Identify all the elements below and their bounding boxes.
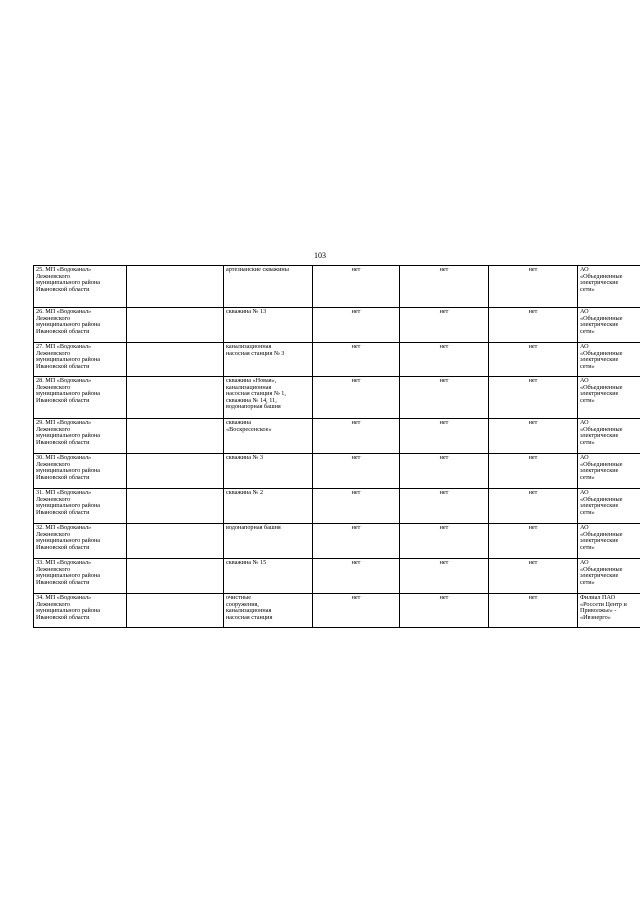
organization-cell-line: муниципального района: [36, 607, 101, 615]
value-cell: нет: [313, 454, 400, 489]
object-cell: [224, 343, 313, 377]
supplier-cell-line: Филиал ПАО: [580, 594, 616, 601]
value-cell: нет: [313, 524, 400, 559]
value-cell: нет: [313, 266, 400, 308]
object-cell-line: канализационная: [226, 343, 272, 350]
data-table: [33, 265, 640, 628]
object-cell-line: насосная станция № 1,: [226, 390, 286, 398]
object-cell-line: «Воскресенское»: [226, 425, 272, 433]
empty-cell: [127, 594, 224, 628]
table-row: [34, 308, 640, 343]
organization-cell-line: Ивановской области: [36, 473, 90, 481]
supplier-cell-line: АО: [580, 524, 589, 531]
organization-cell-line: муниципального района: [36, 467, 101, 475]
organization-cell-line: муниципального района: [36, 537, 101, 545]
empty-cell: [127, 524, 224, 559]
object-cell: [224, 308, 313, 343]
table-row: [34, 489, 640, 524]
supplier-cell: [578, 377, 640, 419]
supplier-cell: [578, 419, 640, 454]
organization-cell-line: Лежневского: [36, 383, 71, 391]
organization-cell-line: Лежневского: [36, 314, 71, 322]
value-cell: нет: [400, 308, 489, 343]
table-row: [34, 559, 640, 594]
supplier-cell: [578, 594, 640, 628]
organization-cell: [34, 559, 127, 594]
supplier-cell-line: электрические: [580, 279, 619, 287]
value-cell: нет: [489, 266, 578, 308]
empty-cell: [127, 266, 224, 308]
object-cell-line: очистные: [226, 594, 252, 601]
supplier-cell-line: сети»: [580, 285, 595, 293]
organization-cell-line: 32. МП «Водоканал»: [36, 524, 92, 531]
organization-cell-line: Лежневского: [36, 425, 71, 433]
organization-cell-line: муниципального района: [36, 356, 101, 364]
organization-cell-line: муниципального района: [36, 502, 101, 510]
value-cell: нет: [489, 343, 578, 377]
organization-cell: [34, 524, 127, 559]
value-cell: нет: [489, 454, 578, 489]
supplier-cell-line: «Объединенные: [580, 349, 623, 357]
organization-cell: [34, 489, 127, 524]
organization-cell-line: Ивановской области: [36, 285, 90, 293]
table-row: [34, 454, 640, 489]
supplier-cell-line: АО: [580, 489, 589, 496]
object-cell-line: скважина № 15: [226, 559, 267, 566]
supplier-cell-line: электрические: [580, 467, 619, 475]
object-cell-line: канализационная: [226, 383, 272, 391]
object-cell: [224, 377, 313, 419]
organization-cell: [34, 594, 127, 628]
page-number: 103: [314, 251, 326, 260]
empty-cell: [127, 308, 224, 343]
value-cell: нет: [313, 419, 400, 454]
supplier-cell-line: «Объединенные: [580, 565, 623, 573]
supplier-cell-line: АО: [580, 454, 589, 461]
value-cell: нет: [489, 308, 578, 343]
table-row: [34, 266, 640, 308]
organization-cell-line: Ивановской области: [36, 613, 90, 621]
supplier-cell-line: АО: [580, 559, 589, 566]
value-cell: нет: [313, 489, 400, 524]
object-cell-line: водонапорная башня: [226, 524, 281, 531]
supplier-cell-line: АО: [580, 377, 589, 384]
table-body: [34, 266, 640, 628]
object-cell: [224, 454, 313, 489]
value-cell: нет: [400, 489, 489, 524]
organization-cell-line: 29. МП «Водоканал»: [36, 419, 92, 426]
supplier-cell: [578, 524, 640, 559]
object-cell: [224, 594, 313, 628]
supplier-cell-line: «Объединенные: [580, 272, 623, 280]
value-cell: нет: [489, 377, 578, 419]
supplier-cell-line: электрические: [580, 356, 619, 364]
object-cell-line: артезианские скважины: [226, 266, 289, 273]
object-cell-line: скважина: [226, 419, 251, 426]
supplier-cell-line: АО: [580, 308, 589, 315]
supplier-cell-line: АО: [580, 266, 589, 273]
object-cell-line: насосная станция № 3: [226, 349, 285, 357]
organization-cell-line: муниципального района: [36, 279, 101, 287]
empty-cell: [127, 419, 224, 454]
supplier-cell: [578, 343, 640, 377]
table-row: [34, 524, 640, 559]
supplier-cell-line: «Объединенные: [580, 383, 623, 391]
value-cell: нет: [400, 559, 489, 594]
supplier-cell-line: сети»: [580, 473, 595, 481]
supplier-cell-line: сети»: [580, 543, 595, 551]
organization-cell: [34, 343, 127, 377]
empty-cell: [127, 559, 224, 594]
supplier-cell: [578, 559, 640, 594]
object-cell: [224, 524, 313, 559]
supplier-cell-line: «Ивэнерго»: [580, 613, 611, 621]
value-cell: нет: [489, 524, 578, 559]
value-cell: нет: [489, 489, 578, 524]
table-row: [34, 377, 640, 419]
value-cell: нет: [313, 343, 400, 377]
supplier-cell: [578, 454, 640, 489]
value-cell: нет: [489, 419, 578, 454]
organization-cell-line: 30. МП «Водоканал»: [36, 454, 92, 461]
supplier-cell-line: АО: [580, 343, 589, 350]
organization-cell-line: Ивановской области: [36, 438, 90, 446]
supplier-cell-line: сети»: [580, 327, 595, 335]
value-cell: нет: [400, 524, 489, 559]
supplier-cell-line: сети»: [580, 438, 595, 446]
value-cell: нет: [489, 559, 578, 594]
value-cell: нет: [400, 419, 489, 454]
value-cell: нет: [313, 308, 400, 343]
organization-cell-line: Ивановской области: [36, 508, 90, 516]
object-cell: [224, 266, 313, 308]
value-cell: нет: [400, 454, 489, 489]
organization-cell-line: Лежневского: [36, 272, 71, 280]
empty-cell: [127, 343, 224, 377]
object-cell: [224, 489, 313, 524]
table-row: [34, 594, 640, 628]
organization-cell-line: Лежневского: [36, 349, 71, 357]
organization-cell: [34, 419, 127, 454]
value-cell: нет: [400, 594, 489, 628]
organization-cell-line: Ивановской области: [36, 362, 90, 370]
object-cell-line: скважина № 2: [226, 489, 264, 496]
empty-cell: [127, 377, 224, 419]
supplier-cell: [578, 308, 640, 343]
object-cell-line: сооружения,: [226, 600, 259, 608]
organization-cell-line: Лежневского: [36, 600, 71, 608]
value-cell: нет: [489, 594, 578, 628]
supplier-cell-line: сети»: [580, 362, 595, 370]
supplier-cell-line: АО: [580, 419, 589, 426]
value-cell: нет: [313, 377, 400, 419]
supplier-cell-line: электрические: [580, 390, 619, 398]
supplier-cell-line: электрические: [580, 432, 619, 440]
organization-cell-line: муниципального района: [36, 390, 101, 398]
organization-cell-line: Лежневского: [36, 530, 71, 538]
object-cell: [224, 559, 313, 594]
supplier-cell-line: «Объединенные: [580, 460, 623, 468]
supplier-cell-line: электрические: [580, 537, 619, 545]
supplier-cell: [578, 489, 640, 524]
organization-cell: [34, 308, 127, 343]
organization-cell-line: Ивановской области: [36, 578, 90, 586]
supplier-cell-line: электрические: [580, 321, 619, 329]
organization-cell-line: 28. МП «Водоканал»: [36, 377, 92, 384]
organization-cell: [34, 266, 127, 308]
object-cell: [224, 419, 313, 454]
value-cell: нет: [400, 266, 489, 308]
organization-cell-line: 31. МП «Водоканал»: [36, 489, 92, 496]
organization-cell-line: Лежневского: [36, 495, 71, 503]
organization-cell-line: муниципального района: [36, 321, 101, 329]
organization-cell-line: муниципального района: [36, 572, 101, 580]
organization-cell-line: Лежневского: [36, 460, 71, 468]
organization-cell: [34, 454, 127, 489]
supplier-cell-line: сети»: [580, 396, 595, 404]
supplier-cell-line: «Объединенные: [580, 425, 623, 433]
empty-cell: [127, 489, 224, 524]
organization-cell-line: Ивановской области: [36, 543, 90, 551]
organization-cell: [34, 377, 127, 419]
organization-cell-line: Ивановской области: [36, 396, 90, 404]
supplier-cell-line: Приволжье» -: [580, 607, 617, 615]
value-cell: нет: [313, 594, 400, 628]
object-cell-line: скважина № 14, 11,: [226, 396, 277, 404]
object-cell-line: канализационная: [226, 607, 272, 615]
value-cell: нет: [400, 377, 489, 419]
supplier-cell-line: сети»: [580, 578, 595, 586]
supplier-cell-line: «Объединенные: [580, 495, 623, 503]
supplier-cell-line: «Россети Центр и: [580, 600, 627, 608]
object-cell-line: водонапорная башня: [226, 403, 281, 411]
organization-cell-line: 33. МП «Водоканал»: [36, 559, 92, 566]
table-row: [34, 343, 640, 377]
supplier-cell-line: сети»: [580, 508, 595, 516]
supplier-cell-line: «Объединенные: [580, 314, 623, 322]
table-row: [34, 419, 640, 454]
organization-cell-line: Лежневского: [36, 565, 71, 573]
organization-cell-line: Ивановской области: [36, 327, 90, 335]
organization-cell-line: 34. МП «Водоканал»: [36, 594, 92, 601]
value-cell: нет: [313, 559, 400, 594]
empty-cell: [127, 454, 224, 489]
object-cell-line: скважина № 13: [226, 308, 267, 315]
object-cell-line: скважина «Новая»,: [226, 377, 277, 384]
supplier-cell-line: электрические: [580, 572, 619, 580]
object-cell-line: насосная станция: [226, 613, 273, 621]
organization-cell-line: 25. МП «Водоканал»: [36, 266, 92, 273]
supplier-cell-line: «Объединенные: [580, 530, 623, 538]
supplier-cell: [578, 266, 640, 308]
value-cell: нет: [400, 343, 489, 377]
organization-cell-line: 26. МП «Водоканал»: [36, 308, 92, 315]
organization-cell-line: муниципального района: [36, 432, 101, 440]
supplier-cell-line: электрические: [580, 502, 619, 510]
object-cell-line: скважина № 3: [226, 454, 264, 461]
organization-cell-line: 27. МП «Водоканал»: [36, 343, 92, 350]
